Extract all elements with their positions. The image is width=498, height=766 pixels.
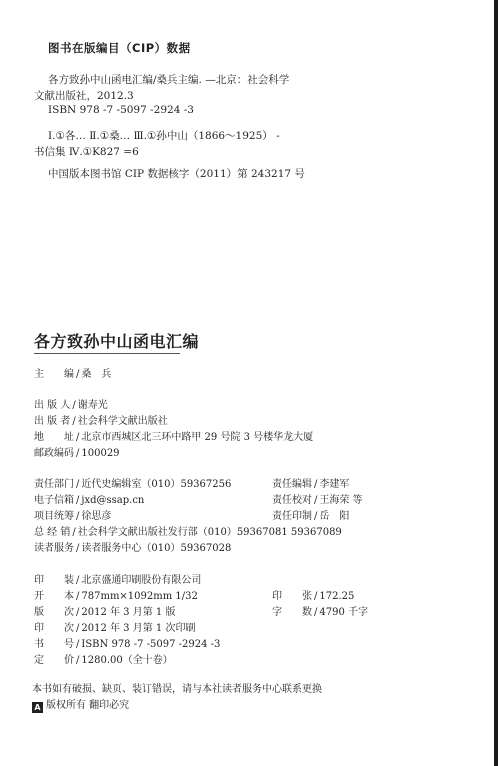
proofreader-label: 责任校对	[272, 495, 312, 506]
print-right-row: 印 张 / 172.25	[272, 591, 355, 602]
responsibility-right-row: 责任编辑 / 李建军	[272, 479, 350, 490]
edition-label: 版 次	[34, 607, 74, 618]
distributor-label: 总 经 销	[34, 527, 71, 538]
responsibility-row: 责任部门 / 近代史编辑室（010）59367256	[34, 479, 232, 490]
cip-line: ISBN 978 -7 -5097 -2924 -3	[48, 104, 194, 116]
sheets-label: 印 张	[272, 591, 312, 602]
distributor-value: 社会科学文献出版社发行部（010）59367081 59367089	[77, 527, 342, 538]
department-label: 责任部门	[34, 479, 74, 490]
editor-in-charge-value: 李建军	[319, 479, 350, 490]
cip-heading: 图书在版编目（CIP）数据	[48, 41, 191, 55]
printer-value: 北京盛通印刷股份有限公司	[81, 575, 202, 586]
postcode-value: 100029	[81, 448, 120, 459]
print-row: 书 号 / ISBN 978 -7 -5097 -2924 -3	[34, 639, 221, 650]
print-row: 版 次 / 2012 年 3 月第 1 版	[34, 607, 176, 618]
sheets-value: 172.25	[319, 591, 355, 602]
editor-value: 桑 兵	[81, 369, 112, 380]
publisher-logo-icon: A	[32, 702, 43, 713]
cip-line: 文献出版社，2012.3	[34, 90, 134, 102]
impression-value: 2012 年 3 月第 1 次印刷	[81, 623, 196, 634]
print-manager-label: 责任印制	[272, 511, 312, 522]
email-label: 电子信箱	[34, 495, 74, 506]
publisher-value: 社会科学文献出版社	[77, 416, 168, 427]
project-lead-value: 徐思彦	[81, 511, 112, 522]
print-row: 印 装 / 北京盛通印刷股份有限公司	[34, 575, 202, 586]
address-value: 北京市西城区北三环中路甲 29 号院 3 号楼华龙大厦	[81, 432, 314, 443]
publisher-label: 出 版 者	[34, 416, 71, 427]
print-row: 印 次 / 2012 年 3 月第 1 次印刷	[34, 623, 196, 634]
postcode-label: 邮政编码	[34, 448, 74, 459]
publisher-row: 出 版 者 / 社会科学文献出版社	[34, 416, 168, 427]
copyright-line	[32, 696, 129, 713]
damage-notice: 本书如有破损、缺页、装订错误，请与本社读者服务中心联系更换	[32, 684, 322, 695]
publisher-person-label: 出 版 人	[34, 400, 71, 411]
cip-line: Ⅰ.①各… Ⅱ.①桑… Ⅲ.①孙中山（1866～1925） -	[48, 130, 280, 142]
responsibility-row: 电子信箱 / jxd@ssap.cn	[34, 495, 145, 506]
responsibility-right-row: 责任校对 / 王海荣 等	[272, 495, 363, 506]
reader-service-value: 读者服务中心（010）59367028	[81, 543, 232, 554]
responsibility-row: 项目统筹 / 徐思彦	[34, 511, 112, 522]
publisher-person-value: 谢寿光	[77, 400, 108, 411]
publisher-row: 地 址 / 北京市西城区北三环中路甲 29 号院 3 号楼华龙大厦	[34, 432, 314, 443]
project-lead-label: 项目统筹	[34, 511, 74, 522]
editor-in-charge-label: 责任编辑	[272, 479, 312, 490]
editor-row: 主 编 / 桑 兵	[34, 369, 112, 380]
word-count-value: 4790 千字	[319, 607, 369, 618]
page-edge-border	[494, 0, 498, 766]
responsibility-row: 读者服务 / 读者服务中心（010）59367028	[34, 543, 232, 554]
cip-line: 中国版本图书馆 CIP 数据核字（2011）第 243217 号	[48, 168, 305, 180]
isbn-label: 书 号	[34, 639, 74, 650]
word-count-label: 字 数	[272, 607, 312, 618]
title-underline	[34, 353, 180, 354]
edition-value: 2012 年 3 月第 1 版	[81, 607, 176, 618]
cip-line: 各方致孙中山函电汇编/桑兵主编. —北京：社会科学	[48, 74, 290, 86]
isbn-value: ISBN 978 -7 -5097 -2924 -3	[81, 639, 221, 650]
book-title: 各方致孙中山函电汇编	[34, 332, 200, 351]
print-row: 定 价 / 1280.00（全十卷）	[34, 655, 173, 666]
print-row: 开 本 / 787mm×1092mm 1/32	[34, 591, 198, 602]
price-label: 定 价	[34, 655, 74, 666]
print-manager-value: 岳 阳	[319, 511, 350, 522]
cip-line: 书信集 Ⅳ.①K827 =6	[34, 146, 139, 158]
email-value: jxd@ssap.cn	[81, 495, 145, 506]
printer-label: 印 装	[34, 575, 74, 586]
publisher-row: 出 版 人 / 谢寿光	[34, 400, 108, 411]
proofreader-value: 王海荣 等	[319, 495, 363, 506]
format-label: 开 本	[34, 591, 74, 602]
publisher-row: 邮政编码 / 100029	[34, 448, 120, 459]
impression-label: 印 次	[34, 623, 74, 634]
editor-label: 主 编	[34, 369, 74, 380]
address-label: 地 址	[34, 432, 74, 443]
price-value: 1280.00（全十卷）	[81, 655, 173, 666]
responsibility-row: 总 经 销 / 社会科学文献出版社发行部（010）59367081 59367089	[34, 527, 342, 538]
format-value: 787mm×1092mm 1/32	[81, 591, 198, 602]
copyright-text: 版权所有 翻印必究	[46, 700, 130, 711]
print-right-row: 字 数 / 4790 千字	[272, 607, 369, 618]
reader-service-label: 读者服务	[34, 543, 74, 554]
responsibility-right-row: 责任印制 / 岳 阳	[272, 511, 350, 522]
department-value: 近代史编辑室（010）59367256	[81, 479, 232, 490]
